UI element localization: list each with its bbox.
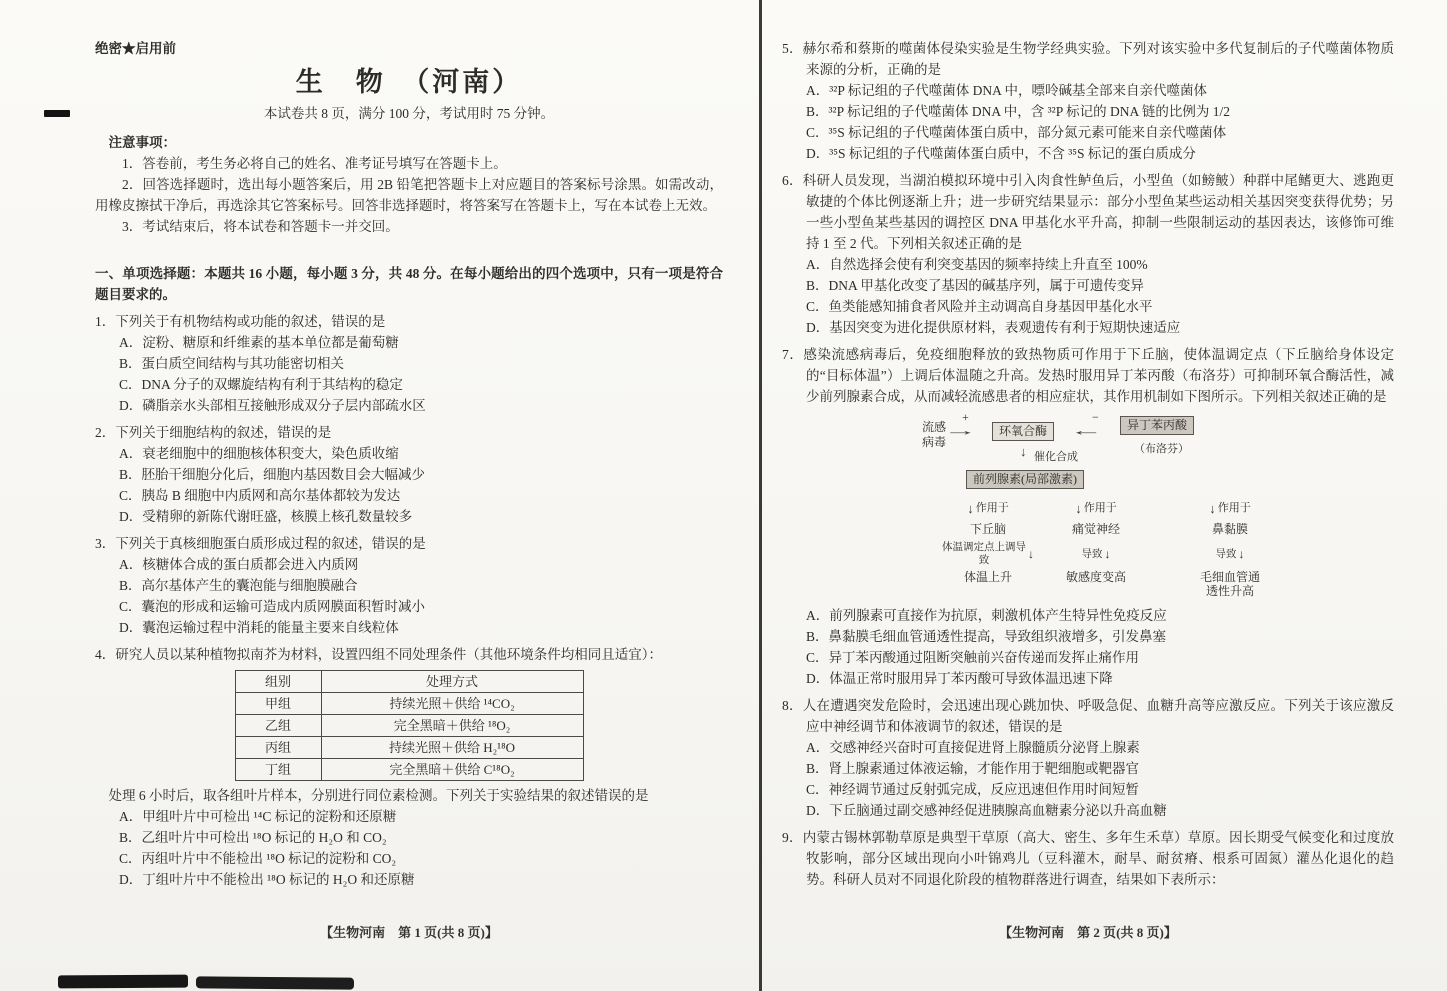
table-cell: 持续光照＋供给 H₂¹⁸O [321,737,583,759]
question-4 [95,644,723,890]
option-c: C．异丁苯丙酸通过阻断突触前兴奋传递而发挥止痛作用 [806,650,1140,665]
option-a: A．交感神经兴奋时可直接促进肾上腺髓质分泌肾上腺素 [806,740,1140,755]
table-cell: 乙组 [235,715,321,737]
option-b: B．肾上腺素通过体液运输，才能作用于靶细胞或靶器官 [806,761,1140,776]
option-a: A．核糖体合成的蛋白质都会进入内质网 [119,557,359,572]
arrow-down-icon: ↓ [1104,546,1111,561]
question-stem: 9．内蒙古锡林郭勒草原是典型干草原（高大、密生、多年生禾草）草原。因长期受气候变化和过度放牧影响，部分区域出现向小叶锦鸡儿（豆科灌木，耐旱、耐贫瘠、根系可固氮）灌丛化退化的趋势。科研人员对不同退化阶段的植物群落进行调查，结果如下表所示： [782,830,1394,887]
arrow-down-icon: ↓ [1020,444,1027,459]
table-header-cell: 处理方式 [321,671,583,693]
notice-title: 注意事项： [108,135,176,150]
arrow-down-icon: ↓ [1209,500,1216,516]
question-stem-continued: 处理 6 小时后，取各组叶片样本，分别进行同位素检测。下列关于实验结果的叙述错误的是 [108,788,649,803]
question-6 [782,170,1394,338]
question-3 [95,533,723,638]
option-d: D．磷脂亲水头部相互接触形成双分子层内部疏水区 [119,398,426,413]
arrow-down-icon: ↓ [1028,546,1034,561]
table-header-cell: 组别 [235,671,321,693]
option-c: C．囊泡的形成和运输可造成内质网膜面积暂时减小 [119,599,426,614]
question-2 [95,422,723,527]
question-stem: 5．赫尔希和蔡斯的噬菌体侵染实验是生物学经典实验。下列对该实验中多代复制后的子代噬菌体物质来源的分析，正确的是 [782,41,1394,77]
table-row [235,715,583,737]
table-cell: 完全黑暗＋供给 C¹⁸O₂ [321,759,583,781]
scan-bottom-smudge [196,976,354,989]
diagram-branch-pain-nerve [1054,496,1138,584]
diagram-label-cause: 导致 [1081,548,1103,560]
question-stem: 1．下列关于有机物结构或功能的叙述，错误的是 [95,314,386,329]
option-d: D．丁组叶片中不能检出 ¹⁸O 标记的 H₂O 和还原糖 [119,872,415,887]
table-cell: 持续光照＋供给 ¹⁴CO₂ [321,693,583,715]
table-row [235,737,583,759]
minus-sign: − [1092,410,1099,424]
exam-subtitle: 本试卷共 8 页，满分 100 分，考试用时 75 分钟。 [263,106,555,121]
diagram-branch-hypothalamus [936,496,1040,584]
option-a: A．淀粉、糖原和纤维素的基本单位都是葡萄糖 [119,335,399,350]
question-stem: 2．下列关于细胞结构的叙述，错误的是 [95,425,332,440]
option-b: B．胚胎干细胞分化后，细胞内基因数目会大幅减少 [119,467,426,482]
scan-bottom-smudge [58,975,188,989]
question-stem: 7．感染流感病毒后，免疫细胞释放的致热物质可作用于下丘脑，使体温调定点（下丘脑给身体设定的“目标体温”）上调后体温随之升高。发热时服用异丁苯丙酸（布洛芬）可抑制环氧合酶活性，减少前列腺素合成，从而减轻流感患者的相应症状，其作用机制如下图所示。下列相关叙述正确的是 [782,347,1394,404]
notice-item-1: 1．答卷前，考生务必将自己的姓名、准考证号填写在答题卡上。 [122,156,507,171]
table-cell: 完全黑暗＋供给 ¹⁸O₂ [321,715,583,737]
diagram-node-effect: 毛细血管通透性升高 [1199,570,1260,598]
scan-edge-mark [44,110,70,117]
option-b: B．³²P 标记组的子代噬菌体 DNA 中，含 ³²P 标记的 DNA 链的比例为 1/2 [806,104,1230,119]
diagram-node-target: 鼻黏膜 [1211,521,1248,536]
question-7 [782,344,1394,689]
diagram-node-target: 下丘脑 [969,521,1006,536]
table-cell: 丁组 [235,759,321,781]
arrow-down-icon: ↓ [1075,500,1082,516]
option-c: C．鱼类能感知捕食者风险并主动调高自身基因甲基化水平 [806,299,1153,314]
table-row [235,693,583,715]
notice-item-3: 3．考试结束后，将本试卷和答题卡一并交回。 [122,219,399,234]
question-8 [782,695,1394,821]
diagram-branch-nasal-mucosa [1184,496,1276,598]
option-d: D．³⁵S 标记组的子代噬菌体蛋白质中，不含 ³⁵S 标记的蛋白质成分 [806,146,1196,161]
notice-block [95,132,723,237]
arrow-left-icon: ← [1069,423,1104,438]
arrow-down-icon: ↓ [1238,546,1245,561]
arrow-down-icon: ↓ [967,500,974,516]
table-header-row [235,671,583,693]
diagram-node-target: 痛觉神经 [1071,521,1120,536]
section-heading: 一、单项选择题：本题共 16 小题，每小题 3 分，共 48 分。在每小题给出的四个选项中，只有一项是符合题目要求的。 [95,266,723,302]
option-b: B．高尔基体产生的囊泡能与细胞膜融合 [119,578,358,593]
page-footer-1: 【生物河南 第 1 页(共 8 页)】 [320,925,498,940]
option-c: C．³⁵S 标记组的子代噬菌体蛋白质中，部分氮元素可能来自亲代噬菌体 [806,125,1227,140]
exam-title: 生 物 （河南） [295,67,523,97]
scan-center-divider [759,0,762,991]
diagram-node-prostaglandin: 前列腺素(局部激素) [966,470,1084,489]
option-b: B．蛋白质空间结构与其功能密切相关 [119,356,345,371]
page-1 [95,38,723,890]
option-d: D．体温正常时服用异丁苯丙酸可导致体温迅速下降 [806,671,1113,686]
question-9 [782,827,1394,890]
table-cell: 丙组 [235,737,321,759]
option-d: D．基因突变为进化提供原材料，表观遗传有利于短期快速适应 [806,320,1181,335]
treatment-table [235,670,584,781]
plus-sign: + [962,410,969,424]
mechanism-diagram [920,412,1290,602]
option-c: C．胰岛 B 细胞中内质网和高尔基体都较为发达 [119,488,401,503]
option-a: A．³²P 标记组的子代噬菌体 DNA 中，嘌呤碱基全部来自亲代噬菌体 [806,83,1207,98]
diagram-label-act-on: 作用于 [1083,501,1117,514]
option-d: D．下丘脑通过副交感神经促进胰腺高血糖素分泌以升高血糖 [806,803,1167,818]
diagram-node-drug-sub: （布洛芬） [1134,443,1189,455]
option-b: B．鼻黏膜毛细血管通透性提高，导致组织液增多，引发鼻塞 [806,629,1167,644]
option-d: D．受精卵的新陈代谢旺盛，核膜上核孔数量较多 [119,509,413,524]
question-stem: 8．人在遭遇突发危险时，会迅速出现心跳加快、呼吸急促、血糖升高等应激反应。下列关于该应激反应中神经调节和体液调节的叙述，错误的是 [782,698,1394,734]
option-c: C．神经调节通过反射弧完成，反应迅速但作用时间短暂 [806,782,1140,797]
page-footer-2: 【生物河南 第 2 页(共 8 页)】 [999,925,1177,940]
diagram-label-cause: 体温调定点上调导致 [942,542,1026,566]
option-a: A．甲组叶片中可检出 ¹⁴C 标记的淀粉和还原糖 [119,809,397,824]
option-d: D．囊泡运输过程中消耗的能量主要来自线粒体 [119,620,399,635]
question-stem: 4．研究人员以某种植物拟南芥为材料，设置四组不同处理条件（其他环境条件均相同且适宜）： [95,647,662,662]
diagram-node-enzyme: 环氧合酶 [992,422,1054,441]
diagram-node-effect: 敏感度变高 [1065,570,1126,584]
option-c: C．丙组叶片中不能检出 ¹⁸O 标记的淀粉和 CO₂ [119,851,397,866]
question-stem: 3．下列关于真核细胞蛋白质形成过程的叙述，错误的是 [95,536,426,551]
diagram-label-cause: 导致 [1215,548,1237,560]
option-a: A．衰老细胞中的细胞核体积变大，染色质收缩 [119,446,399,461]
diagram-node-effect: 体温上升 [963,570,1012,584]
notice-item-2: 2．回答选择题时，选出每小题答案后，用 2B 铅笔把答题卡上对应题目的答案标号涂黑。如需改动，用橡皮擦拭干净后，再选涂其它答案标号。回答非选择题时，将答案写在答题卡上，写在本试卷上无效。 [95,177,723,213]
option-c: C．DNA 分子的双螺旋结构有利于其结构的稳定 [119,377,403,392]
table-row [235,759,583,781]
option-b: B．DNA 甲基化改变了基因的碱基序列，属于可遗传变异 [806,278,1144,293]
question-5 [782,38,1394,164]
diagram-label-act-on: 作用于 [1217,501,1251,514]
question-stem: 6．科研人员发现，当湖泊模拟环境中引入肉食性鲈鱼后，小型鱼（如鳑鲏）种群中尾鳍更大、逃跑更敏捷的个体比例逐渐上升；进一步研究结果显示：部分小型鱼某些运动相关基因突变获得优势；另一些小型鱼某些基因的调控区 DNA 甲基化水平升高，抑制一些限制运动的基因表达，该修饰可维持 1 至 2 代。下列相关叙述正确的是 [782,173,1394,251]
table-cell: 甲组 [235,693,321,715]
diagram-node-virus: 流感病毒 [921,420,946,449]
diagram-label-act-on: 作用于 [975,501,1009,514]
page-2 [782,38,1394,890]
question-1 [95,311,723,416]
option-b: B．乙组叶片中可检出 ¹⁸O 标记的 H₂O 和 CO₂ [119,830,387,845]
arrow-right-icon: → [943,423,978,438]
classification-label: 绝密★启用前 [95,41,176,56]
option-a: A．前列腺素可直接作为抗原，刺激机体产生特异性免疫反应 [806,608,1167,623]
option-a: A．自然选择会使有利突变基因的频率持续上升直至 100% [806,257,1148,272]
diagram-node-drug: 异丁苯丙酸 [1120,416,1194,435]
diagram-label-catalyze: 催化合成 [1034,451,1078,463]
